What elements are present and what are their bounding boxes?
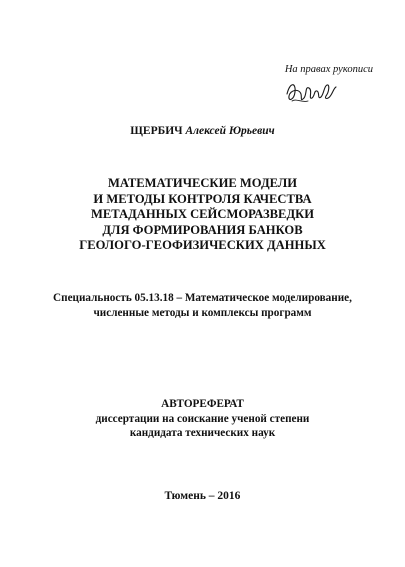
title-line: МАТЕМАТИЧЕСКИЕ МОДЕЛИ — [107, 176, 298, 190]
specialty-statement — [0, 291, 405, 321]
title-line: МЕТАДАННЫХ СЕЙСМОРАЗВЕДКИ — [90, 207, 315, 221]
specialty-line: Специальность 05.13.18 – Математическое моделирование, — [53, 292, 352, 304]
abstract-statement — [0, 397, 405, 441]
author-name — [0, 125, 405, 137]
title-line: И МЕТОДЫ КОНТРОЛЯ КАЧЕСТВА — [93, 191, 312, 206]
abstract-line: кандидата технических наук — [129, 427, 276, 439]
dissertation-title — [40, 176, 365, 254]
specialty-line: численные методы и комплексы программ — [93, 307, 312, 319]
title-line: ДЛЯ ФОРМИРОВАНИЯ БАНКОВ — [102, 222, 303, 237]
author-given-names: Алексей Юрьевич — [185, 125, 275, 137]
manuscript-note: На правах рукописи — [284, 64, 373, 75]
city-year: Тюмень – 2016 — [164, 490, 241, 502]
abstract-heading: АВТОРЕФЕРАТ — [161, 398, 244, 410]
author-surname: ЩЕРБИЧ — [130, 125, 183, 137]
abstract-line: диссертации на соискание ученой степени — [95, 412, 310, 425]
title-line: ГЕОЛОГО-ГЕОФИЗИЧЕСКИХ ДАННЫХ — [79, 238, 326, 252]
signature-image — [284, 76, 338, 106]
